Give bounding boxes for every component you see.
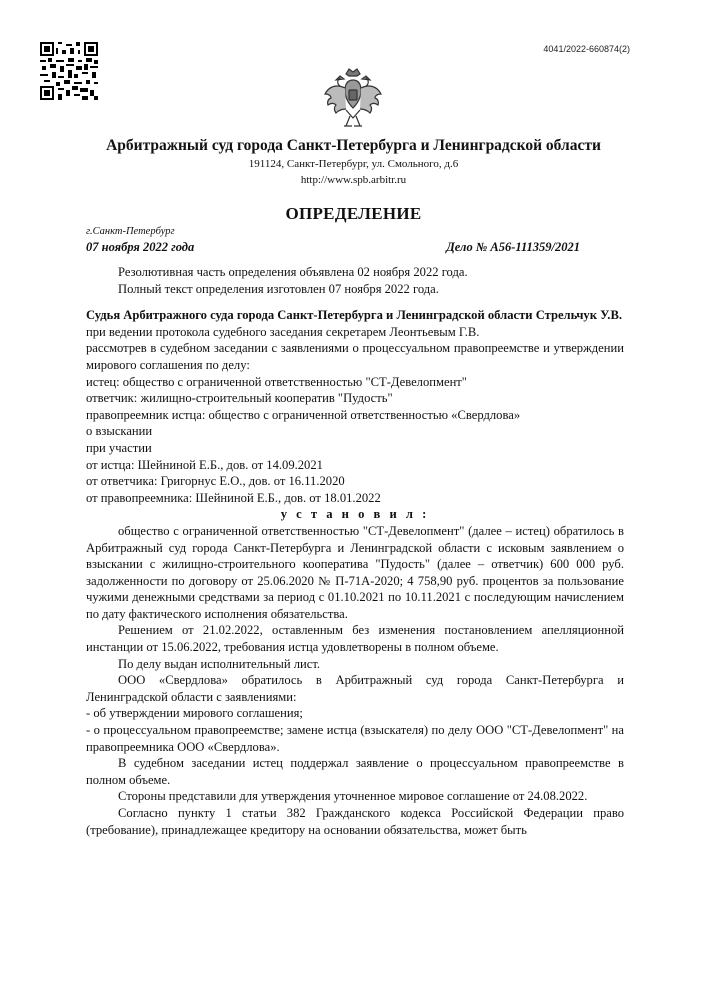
case-line-from-defendant: от ответчика: Григорнус Е.О., дов. от 16.11.2020 bbox=[86, 474, 345, 489]
case-line-from-successor: от правопреемника: Шейниной Е.Б., дов. от 18.01.2022 bbox=[86, 490, 381, 505]
paragraph-decision: Решением от 21.02.2022, оставленным без изменения постановлением апелляционной инстанции от 15.06.2022, требования истца удовлетворены в полном объеме. bbox=[86, 623, 624, 655]
list-item-settlement: - об утверждении мирового соглашения; bbox=[86, 706, 303, 721]
resolution-announced-line: Резолютивная часть определения объявлена 02 ноября 2022 года. bbox=[118, 265, 468, 279]
court-name: Арбитражный суд города Санкт-Петербурга и Ленинградской области bbox=[106, 137, 601, 154]
court-address: 191124, Санкт-Петербург, ул. Смольного, д.6 bbox=[248, 158, 459, 170]
case-line-secretary: при ведении протокола судебного заседания секретарем Леонтьевым Г.В. bbox=[86, 324, 480, 339]
case-line-recovery: о взыскании bbox=[86, 424, 153, 439]
case-line-successor: правопреемник истца: общество с ограниченной ответственностью «Свердлова» bbox=[86, 407, 521, 422]
paragraph-writ: По делу выдан исполнительный лист. bbox=[118, 656, 321, 671]
full-text-made-line: Полный текст определения изготовлен 07 ноября 2022 года. bbox=[118, 281, 439, 296]
qr-code-icon bbox=[40, 42, 98, 100]
established-heading: у с т а н о в и л : bbox=[280, 507, 430, 522]
case-line-participation: при участии bbox=[86, 440, 152, 455]
document-date: 07 ноября 2022 года bbox=[86, 240, 195, 254]
coat-of-arms-emblem bbox=[322, 66, 384, 132]
document-body bbox=[86, 264, 624, 838]
document-title: ОПРЕДЕЛЕНИЕ bbox=[285, 204, 422, 223]
case-line-defendant: ответчик: жилищно-строительный кооператив "Пудость" bbox=[86, 391, 393, 406]
case-line-considered: рассмотрев в судебном заседании с заявлениями о процессуальном правопреемстве и утверждении мирового соглашения по делу: bbox=[86, 341, 624, 372]
case-number: Дело № А56-111359/2021 bbox=[446, 240, 580, 254]
court-website: http://www.spb.arbitr.ru bbox=[300, 174, 407, 186]
judge-line: Судья Арбитражного суда города Санкт-Петербурга и Ленинградской области Стрельчук У.В. bbox=[86, 308, 623, 323]
document-number: 4041/2022-660874(2) bbox=[543, 44, 630, 54]
paragraph-article-382: Согласно пункту 1 статьи 382 Гражданского кодекса Российской Федерации право (требование), принадлежащее кредитору на основании обязательства, может быть bbox=[86, 806, 624, 837]
paragraph-claim: общество с ограниченной ответственностью "СТ-Девелопмент" (далее – истец) обратилось в Арбитражный суд города Санкт-Петербурга и Ленинградской области с исковым заявлением о взыскании с жилищно-строительного кооператива "Пудость" (далее – ответчик) 600 000 руб. задолженности по договору от 25.06.2020 № П-71А-2020; 4 758,90 руб. процентов за пользование чужими денежными средствами за период с 01.10.2021 по 10.11.2021 с последующим начислением по дату фактического исполнения обязательства. bbox=[86, 523, 624, 621]
case-line-from-plaintiff: от истца: Шейниной Е.Б., дов. от 14.09.2021 bbox=[86, 457, 323, 472]
paragraph-parties: Стороны представили для утверждения уточненное мировое соглашение от 24.08.2022. bbox=[118, 789, 588, 804]
case-line-plaintiff: истец: общество с ограниченной ответственностью "СТ-Девелопмент" bbox=[86, 374, 467, 389]
paragraph-application: ООО «Свердлова» обратилось в Арбитражный суд города Санкт-Петербурга и Ленинградской области с заявлениями: bbox=[86, 673, 624, 704]
list-item-succession: - о процессуальном правопреемстве; замене истца (взыскателя) по делу ООО "СТ-Девелопмент" на правопреемника ООО «Свердлова». bbox=[86, 723, 624, 754]
paragraph-hearing: В судебном заседании истец поддержал заявление о процессуальном правопреемстве в полном объеме. bbox=[86, 756, 624, 787]
city: г.Санкт-Петербург bbox=[86, 226, 175, 237]
